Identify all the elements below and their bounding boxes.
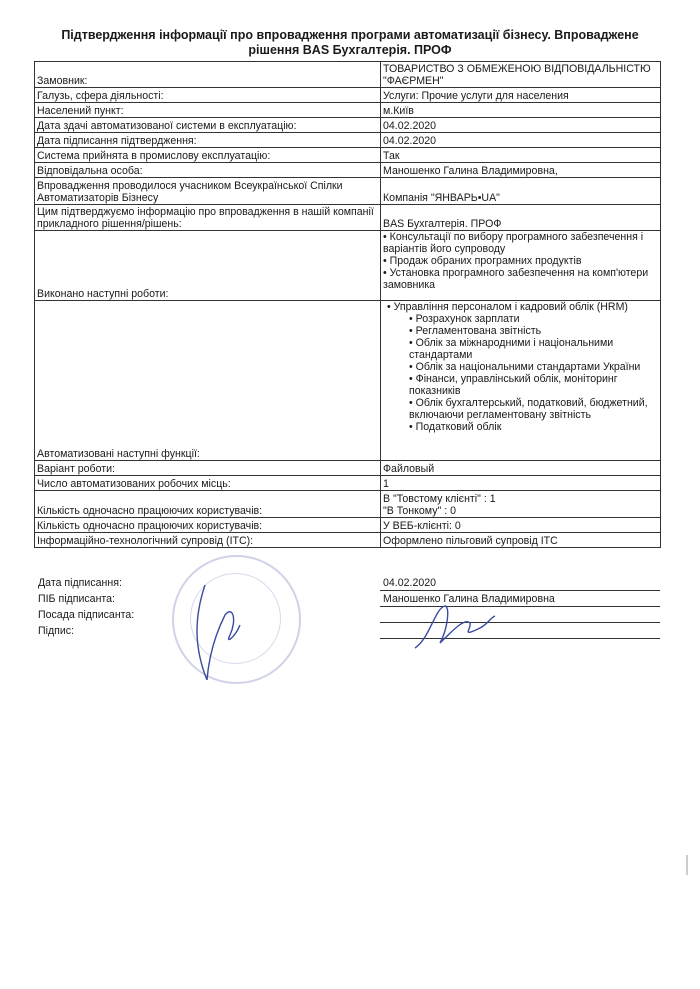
date-value: 04.02.2020: [383, 577, 437, 589]
list-item: • Податковий облік: [409, 421, 502, 433]
row-value: Так: [381, 148, 661, 163]
table-row: [35, 476, 661, 491]
thick-client-count: В "Товстому клієнті" : 1: [383, 493, 496, 505]
row-value: Компанія "ЯНВАРЬ•UA": [381, 178, 661, 205]
row-label: Відповідальна особа:: [35, 163, 381, 178]
row-label: Кількість одночасно працюючих користувачів:: [35, 518, 381, 533]
list-item: • Консультації по вибору програмного забезпечення і варіантів його супроводу: [383, 231, 644, 255]
row-value: м.Київ: [381, 103, 661, 118]
row-value: [381, 491, 661, 518]
edge-mark: [686, 855, 688, 875]
row-label: Дата здачі автоматизованої системи в експлуатацію:: [35, 118, 381, 133]
table-row: [35, 62, 661, 88]
row-label: Галузь, сфера діяльності:: [35, 88, 381, 103]
row-value: BAS Бухгалтерія. ПРОФ: [381, 205, 661, 231]
row-value: Маношенко Галина Владимировна,: [381, 163, 661, 178]
list-item: • Розрахунок зарплати: [409, 313, 520, 325]
thin-client-count: "В Тонкому" : 0: [383, 505, 456, 517]
document-title: Підтвердження інформації про впровадження програми автоматизації бізнесу. Впроваджене рішення BAS Бухгалтерія. ПРОФ: [61, 28, 639, 57]
date-line: [380, 590, 660, 591]
row-value: Услуги: Прочие услуги для населения: [381, 88, 661, 103]
list-item: • Фінанси, управлінський облік, моніторинг показників: [409, 373, 618, 397]
table-row: [35, 148, 661, 163]
table-row: [35, 518, 661, 533]
functions-label: Автоматизовані наступні функції:: [35, 301, 381, 461]
functions-list: [383, 301, 658, 433]
table-row: [35, 533, 661, 548]
row-value: Оформлено пільговий супровід ІТС: [381, 533, 661, 548]
row-label: Населений пункт:: [35, 103, 381, 118]
row-value: 04.02.2020: [381, 133, 661, 148]
list-item: • Регламентована звітність: [409, 325, 542, 337]
table-row: [35, 118, 661, 133]
table-row: [35, 231, 661, 301]
row-label: Цим підтверджуємо інформацію про впровадження в нашій компанії прикладного рішення/рішень:: [35, 205, 381, 231]
name-label: ПІБ підписанта:: [38, 593, 115, 605]
list-item: • Облік за міжнародними і національними стандартами: [409, 337, 614, 361]
row-label: Варіант роботи:: [35, 461, 381, 476]
list-item: • Продаж обраних програмних продуктів: [383, 255, 582, 267]
implementation-table: [34, 61, 661, 548]
table-row: [35, 163, 661, 178]
works-list-cell: [381, 231, 661, 301]
signature-scribble-right: [410, 598, 500, 658]
name-value: Маношенко Галина Владимировна: [383, 593, 555, 605]
table-row: [35, 88, 661, 103]
row-value: Файловый: [381, 461, 661, 476]
works-label: Виконано наступні роботи:: [35, 231, 381, 301]
row-label: Дата підписання підтвердження:: [35, 133, 381, 148]
date-label: Дата підписання:: [38, 577, 122, 589]
row-label: Впровадження проводилося учасником Всеукраїнської Спілки Автоматизаторів Бізнесу: [35, 178, 381, 205]
list-item: • Установка програмного забезпечення на комп'ютери замовника: [383, 267, 649, 291]
works-list: [383, 231, 658, 291]
list-item: • Облік за національними стандартами України: [409, 361, 641, 373]
row-label: Кількість одночасно працюючих користувачів:: [35, 491, 381, 518]
row-label: Число автоматизованих робочих місць:: [35, 476, 381, 491]
signature-scribble-left: [185, 575, 255, 690]
table-row: [35, 205, 661, 231]
list-item: • Управління персоналом і кадровий облік (HRM): [387, 301, 628, 313]
row-value: У ВЕБ-клієнті: 0: [381, 518, 661, 533]
row-label: Інформаційно-технологічний супровід (ІТС):: [35, 533, 381, 548]
table-row: [35, 491, 661, 518]
row-value: 04.02.2020: [381, 118, 661, 133]
table-row: [35, 301, 661, 461]
position-label: Посада підписанта:: [38, 609, 135, 621]
table-row: [35, 178, 661, 205]
row-label: Замовник:: [35, 62, 381, 88]
row-value: 1: [381, 476, 661, 491]
row-value: ТОВАРИСТВО З ОБМЕЖЕНОЮ ВІДПОВІДАЛЬНІСТЮ "ФАЄРМЕН": [381, 62, 661, 88]
sign-label: Підпис:: [38, 625, 75, 637]
table-row: [35, 461, 661, 476]
functions-list-cell: [381, 301, 661, 461]
list-item: • Облік бухгалтерський, податковий, бюджетний, включаючи регламентовану звітність: [409, 397, 648, 421]
table-row: [35, 133, 661, 148]
row-label: Система прийнята в промислову експлуатацію:: [35, 148, 381, 163]
table-row: [35, 103, 661, 118]
